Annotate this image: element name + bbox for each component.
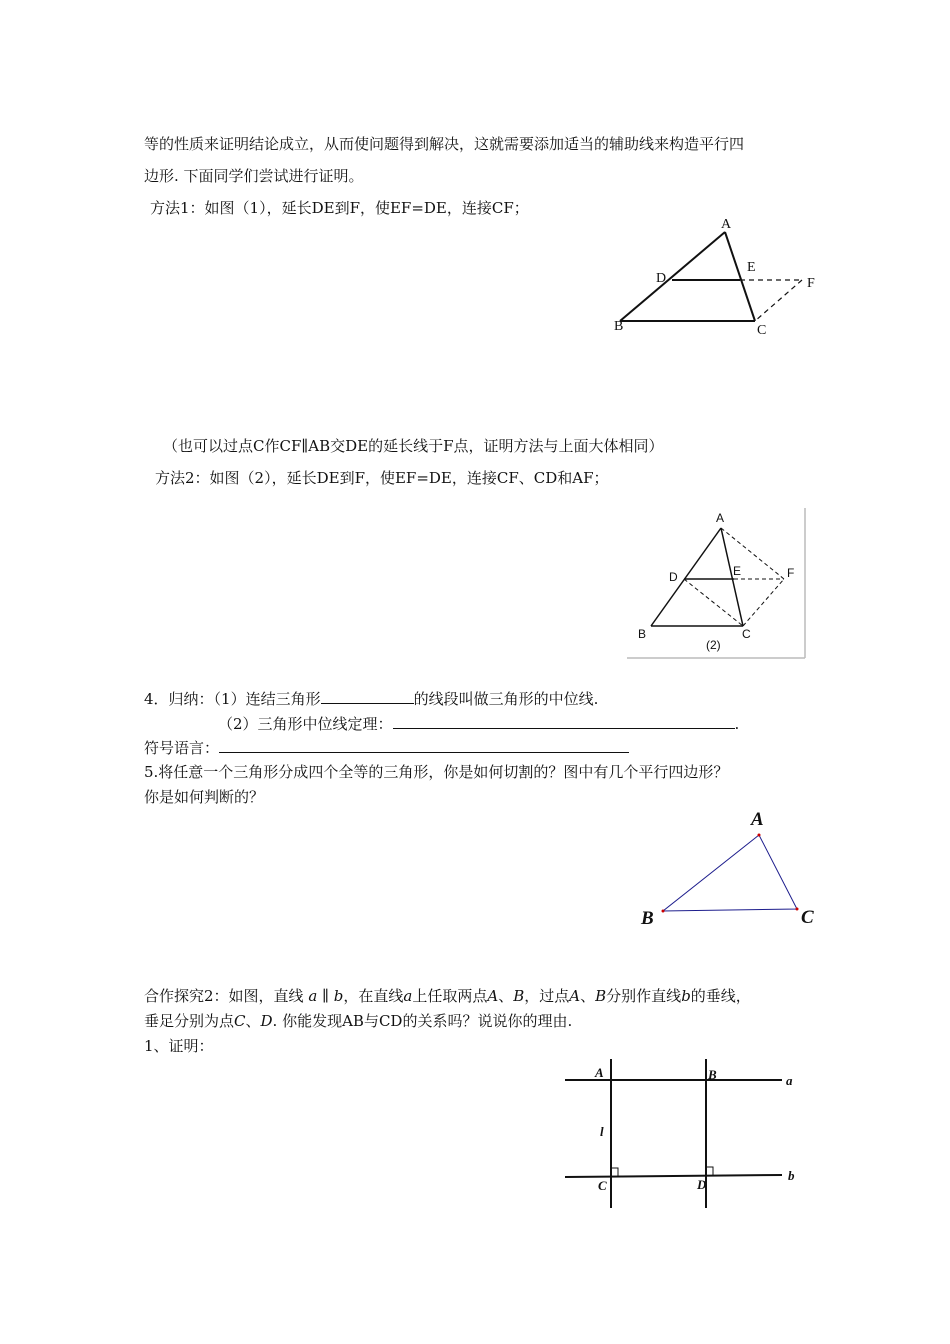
explore-2-text: 垂足分别为点	[144, 1012, 235, 1030]
segment-ac	[725, 232, 755, 321]
label-b: B	[614, 319, 624, 334]
label-line-l: l	[600, 1124, 604, 1139]
point-a	[758, 834, 761, 837]
var-a: a	[403, 987, 413, 1005]
summary-line-1-suffix: 的线段叫做三角形的中位线.	[413, 690, 599, 708]
method-1-text: 方法1：如图（1），延长DE到F，使EF=DE，连接CF；	[150, 199, 529, 217]
explore-2-text: 分别作直线	[606, 987, 682, 1005]
label-a: A	[721, 217, 732, 232]
label-e: E	[733, 564, 742, 578]
explore-2-line-1	[144, 986, 751, 1006]
summary-line-1	[144, 688, 598, 709]
label-b: B	[638, 627, 647, 641]
question-5-line-2: 你是如何判断的？	[144, 788, 265, 806]
label-line-a: a	[786, 1073, 793, 1088]
label-d: D	[669, 570, 678, 584]
var-A: A	[569, 987, 581, 1005]
figure-2-frame	[627, 508, 807, 660]
explore-2-text: 合作探究2：如图，直线	[144, 987, 304, 1005]
label-b: B	[641, 908, 654, 929]
var-C: C	[234, 1012, 246, 1030]
var-D: D	[260, 1012, 273, 1030]
label-a-point: A	[595, 1065, 604, 1080]
summary-line-2-suffix: .	[734, 715, 740, 733]
proof-label: 1、证明：	[144, 1037, 214, 1055]
label-d: D	[656, 271, 667, 286]
label-a: A	[751, 809, 764, 830]
var-A: A	[487, 987, 499, 1005]
var-a: a	[308, 987, 318, 1005]
blank-midline-theorem[interactable]	[393, 713, 735, 729]
alternative-method-note: （也可以过点C作CF∥AB交DE的延长线于F点，证明方法与上面大体相同）	[163, 437, 664, 455]
paragraph-line-1: 等的性质来证明结论成立，从而使问题得到解决，这就需要添加适当的辅助线来构造平行四	[144, 135, 745, 153]
label-d-point: D	[697, 1177, 707, 1192]
label-c: C	[801, 907, 814, 928]
point-b	[662, 910, 665, 913]
summary-line-3-prefix: 符号语言：	[144, 739, 220, 757]
label-e: E	[747, 260, 756, 275]
explore-2-text: 上任取两点	[412, 987, 488, 1005]
figure-4-parallel-lines	[560, 1055, 810, 1215]
label-b-point: B	[708, 1067, 717, 1082]
figure-3-triangle	[635, 805, 825, 935]
label-f: F	[807, 276, 815, 291]
summary-line-2-prefix: （2）三角形中位线定理：	[218, 715, 393, 733]
segment-cf-dashed	[743, 579, 784, 626]
right-angle-d	[706, 1167, 713, 1175]
label-c: C	[757, 323, 767, 338]
summary-line-2	[218, 713, 739, 734]
label-line-b: b	[788, 1168, 795, 1183]
paragraph-line-2: 边形. 下面同学们尝试进行证明。	[144, 167, 364, 185]
separator: 、	[498, 987, 514, 1005]
label-c: C	[742, 627, 751, 641]
var-b: b	[681, 987, 691, 1005]
blank-midline-definition[interactable]	[321, 688, 414, 704]
separator: 、	[245, 1012, 261, 1030]
segment-ab	[651, 528, 721, 626]
explore-2-text: . 你能发现AB与CD的关系吗？说说你的理由.	[272, 1012, 573, 1030]
figure-2-caption: (2)	[706, 638, 721, 652]
point-c	[796, 908, 799, 911]
explore-2-text: 的垂线，	[690, 987, 751, 1005]
label-f: F	[787, 566, 795, 580]
explore-2-text: ，过点	[524, 987, 570, 1005]
right-angle-c	[611, 1168, 618, 1176]
figure-1-triangle	[600, 210, 830, 345]
question-5-line-1: 5.将任意一个三角形分成四个全等的三角形，你是如何切割的？图中有几个平行四边形？	[144, 763, 729, 781]
explore-2-text: ，在直线	[343, 987, 404, 1005]
method-2-text: 方法2：如图（2），延长DE到F，使EF=DE，连接CF、CD和AF；	[155, 469, 609, 487]
summary-line-3	[144, 737, 629, 758]
var-b: b	[333, 987, 344, 1005]
summary-line-1-prefix: 4．归纳：（1）连结三角形	[144, 690, 321, 708]
segment-ab	[620, 232, 725, 321]
separator: 、	[580, 987, 596, 1005]
line-b	[565, 1175, 782, 1177]
explore-2-line-2	[144, 1011, 572, 1031]
triangle-abc	[663, 835, 797, 911]
var-B: B	[595, 987, 607, 1005]
blank-symbolic-language[interactable]	[219, 737, 629, 753]
parallel-symbol: ∥	[322, 987, 329, 1005]
var-B: B	[513, 987, 525, 1005]
label-c-point: C	[598, 1178, 607, 1193]
label-a: A	[716, 511, 725, 525]
segment-cf-dashed	[755, 280, 802, 321]
